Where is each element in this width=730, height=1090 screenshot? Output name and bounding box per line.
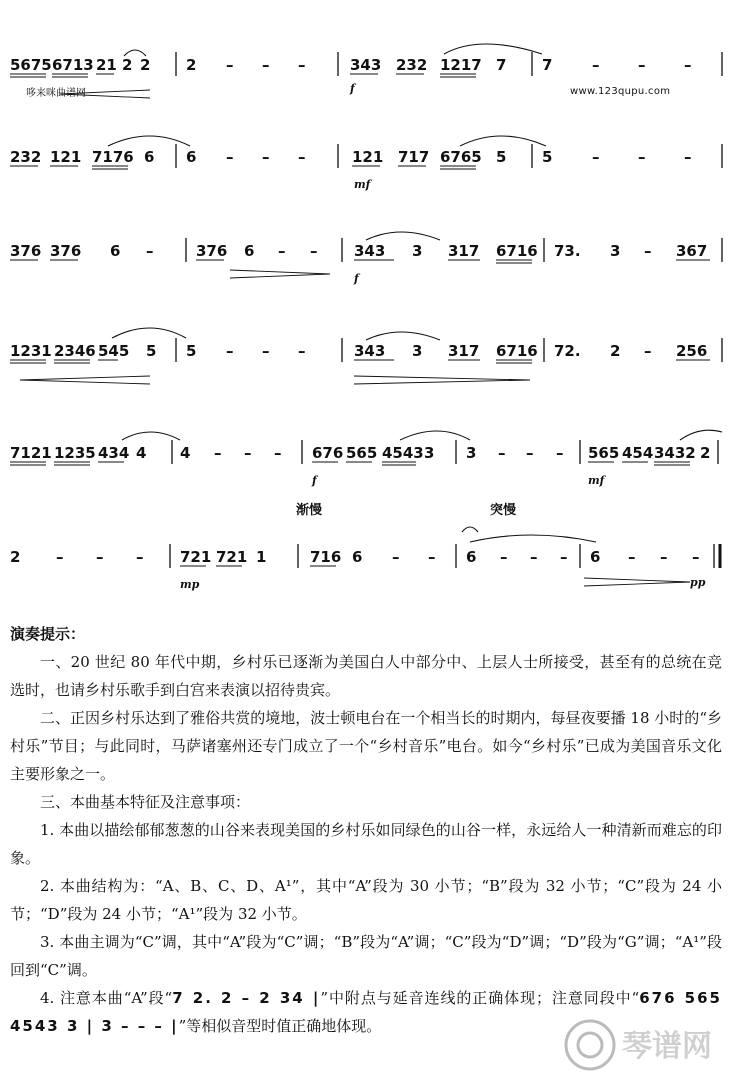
note-group: 545 bbox=[98, 342, 130, 360]
note-group: – bbox=[278, 242, 286, 260]
note-group: – bbox=[500, 548, 508, 566]
note-group: – bbox=[684, 148, 692, 166]
note-group: 6 bbox=[590, 548, 601, 566]
note-group: 6 bbox=[110, 242, 121, 260]
score-row-5 bbox=[10, 430, 722, 487]
notes-paragraph: 二、正因乡村乐达到了雅俗共赏的境地，波士顿电台在一个相当长的时期内，每昼夜要播 18 小时的“乡村乐”节目；与此同时，马萨诸塞州还专门成立了一个“乡村音乐”电台。如今“乡村乐”已成为美国音乐文化主要形象之一。 bbox=[10, 709, 722, 783]
note-group: 376 bbox=[10, 242, 42, 260]
note-group: 2 bbox=[140, 56, 151, 74]
note-group: – bbox=[274, 444, 282, 462]
note-group: 343 bbox=[354, 342, 386, 360]
dynamic-mark: f bbox=[354, 272, 359, 285]
note-group: – bbox=[428, 548, 436, 566]
note-group: – bbox=[560, 548, 568, 566]
note-group: – bbox=[692, 548, 700, 566]
note-group: – bbox=[214, 444, 222, 462]
note-group: – bbox=[526, 444, 534, 462]
score-row-4 bbox=[10, 328, 722, 384]
note-group: – bbox=[628, 548, 636, 566]
note-group: 2 bbox=[10, 548, 21, 566]
score-row-6 bbox=[10, 502, 720, 591]
notes-paragraph: 三、本曲基本特征及注意事项： bbox=[40, 793, 251, 811]
note-group: – bbox=[660, 548, 668, 566]
tempo-mark: 渐慢 bbox=[296, 503, 323, 518]
note-group: 3 bbox=[412, 342, 423, 360]
note-group: 2 bbox=[122, 56, 133, 74]
note-group: – bbox=[244, 444, 252, 462]
note-group: 232 bbox=[10, 148, 42, 166]
note-group: 256 bbox=[676, 342, 708, 360]
note-group: 565 bbox=[346, 444, 378, 462]
note-group: 6765 bbox=[440, 148, 482, 166]
note-group: 121 bbox=[352, 148, 384, 166]
notes-heading: 演奏提示： bbox=[10, 625, 86, 643]
note-group: 376 bbox=[50, 242, 82, 260]
note-group: – bbox=[638, 56, 646, 74]
inline-notation: 676 565 4543 3 | 3 – – – | bbox=[10, 989, 722, 1035]
dynamic-mark: mf bbox=[588, 474, 605, 487]
note-group: 376 bbox=[196, 242, 228, 260]
note-group: 5 bbox=[542, 148, 553, 166]
note-group: 2 bbox=[700, 444, 711, 462]
note-group: 6 bbox=[244, 242, 255, 260]
note-group: – bbox=[262, 342, 270, 360]
note-group: – bbox=[226, 56, 234, 74]
score-row-3 bbox=[10, 232, 722, 285]
note-group: – bbox=[392, 548, 400, 566]
notes-text: 4. 注意本曲“A”段“ bbox=[40, 989, 173, 1007]
note-group: – bbox=[298, 148, 306, 166]
note-group: 7 bbox=[496, 56, 507, 74]
note-group: 6 bbox=[466, 548, 477, 566]
inline-notation: 7 2. 2 – 2 34 | bbox=[172, 989, 321, 1007]
note-group: – bbox=[298, 56, 306, 74]
note-group: 72. bbox=[554, 342, 581, 360]
note-group: 6716 bbox=[496, 342, 538, 360]
note-group: 6 bbox=[144, 148, 155, 166]
dynamic-mark: pp bbox=[690, 576, 706, 589]
note-group: 317 bbox=[448, 242, 480, 260]
note-group: 1235 bbox=[54, 444, 96, 462]
note-group: 7121 bbox=[10, 444, 52, 462]
note-group: 434 bbox=[98, 444, 130, 462]
note-group: – bbox=[226, 148, 234, 166]
score-row-2 bbox=[10, 136, 722, 191]
note-group: 6716 bbox=[496, 242, 538, 260]
notes-paragraph: 3. 本曲主调为“C”调，其中“A”段为“C”调；“B”段为“A”调；“C”段为“D”调；“D”段为“G”调；“A¹”段回到“C”调。 bbox=[10, 933, 722, 979]
note-group: – bbox=[96, 548, 104, 566]
notes-text: ”等相似音型时值正确地体现。 bbox=[178, 1017, 382, 1035]
notes-text: ”中附点与延音连线的正确体现；注意同段中“ bbox=[320, 989, 640, 1007]
note-group: 2 bbox=[610, 342, 621, 360]
note-group: 343 bbox=[350, 56, 382, 74]
note-group: 121 bbox=[50, 148, 82, 166]
note-group: – bbox=[644, 342, 652, 360]
note-group: 5 bbox=[496, 148, 507, 166]
note-group: 4 bbox=[136, 444, 147, 462]
logo-text: 琴谱网 bbox=[622, 1029, 712, 1064]
note-group: 7176 bbox=[92, 148, 134, 166]
notes-paragraph: 一、20 世纪 80 年代中期，乡村乐已逐渐为美国白人中部分中、上层人士所接受，甚至有的总统在竞选时，也请乡村乐歌手到白宫来表演以招待贵宾。 bbox=[10, 653, 722, 699]
note-group: 7 bbox=[542, 56, 553, 74]
note-group: – bbox=[638, 148, 646, 166]
note-group: 3 bbox=[610, 242, 621, 260]
site-logo bbox=[560, 1010, 720, 1080]
note-group: 2 bbox=[186, 56, 197, 74]
note-group: 73. bbox=[554, 242, 581, 260]
note-group: – bbox=[298, 342, 306, 360]
note-group: 5675 bbox=[10, 56, 52, 74]
watermark-url: www.123qupu.com bbox=[570, 86, 671, 97]
note-group: 721 bbox=[216, 548, 248, 566]
note-group: 3 bbox=[424, 444, 435, 462]
note-group: 716 bbox=[310, 548, 342, 566]
note-group: – bbox=[226, 342, 234, 360]
tempo-mark: 突慢 bbox=[490, 503, 517, 518]
note-group: 6713 bbox=[52, 56, 94, 74]
note-group: – bbox=[136, 548, 144, 566]
note-group: 4 bbox=[180, 444, 191, 462]
note-group: 454 bbox=[622, 444, 654, 462]
note-group: 232 bbox=[396, 56, 428, 74]
note-group: – bbox=[146, 242, 154, 260]
note-group: – bbox=[262, 148, 270, 166]
watermark-text: 哆来咪曲谱网 bbox=[26, 88, 86, 99]
note-group: 3432 bbox=[654, 444, 696, 462]
note-group: 721 bbox=[180, 548, 212, 566]
note-group: 6 bbox=[186, 148, 197, 166]
note-group: – bbox=[644, 242, 652, 260]
note-group: – bbox=[556, 444, 564, 462]
notes-paragraph: 2. 本曲结构为：“A、B、C、D、A¹”，其中“A”段为 30 小节；“B”段为 32 小节；“C”段为 24 小节；“D”段为 24 小节；“A¹”段为 32 小节。 bbox=[10, 877, 722, 923]
note-group: 5 bbox=[146, 342, 157, 360]
note-group: 3 bbox=[466, 444, 477, 462]
note-group: 3 bbox=[412, 242, 423, 260]
note-group: 717 bbox=[398, 148, 430, 166]
note-group: 21 bbox=[96, 56, 117, 74]
note-group: 367 bbox=[676, 242, 708, 260]
note-group: 1231 bbox=[10, 342, 52, 360]
note-group: – bbox=[592, 148, 600, 166]
note-group: – bbox=[56, 548, 64, 566]
note-group: 1217 bbox=[440, 56, 482, 74]
note-group: 676 bbox=[312, 444, 344, 462]
performance-notes bbox=[10, 620, 722, 1040]
note-group: 4543 bbox=[382, 444, 424, 462]
note-group: – bbox=[262, 56, 270, 74]
dynamic-mark: f bbox=[312, 474, 317, 487]
dynamic-mark: f bbox=[350, 82, 355, 95]
note-group: 343 bbox=[354, 242, 386, 260]
note-group: – bbox=[530, 548, 538, 566]
note-group: 5 bbox=[186, 342, 197, 360]
note-group: – bbox=[498, 444, 506, 462]
note-group: – bbox=[310, 242, 318, 260]
note-group: 2346 bbox=[54, 342, 96, 360]
notes-paragraph: 1. 本曲以描绘郁郁葱葱的山谷来表现美国的乡村乐如同绿色的山谷一样，永远给人一种清新而难忘的印象。 bbox=[10, 821, 722, 867]
note-group: 565 bbox=[588, 444, 620, 462]
note-group: 6 bbox=[352, 548, 363, 566]
note-group: – bbox=[592, 56, 600, 74]
note-group: – bbox=[684, 56, 692, 74]
dynamic-mark: mf bbox=[354, 178, 371, 191]
dynamic-mark: mp bbox=[180, 578, 200, 591]
note-group: 317 bbox=[448, 342, 480, 360]
logo-icon bbox=[560, 1010, 720, 1080]
note-group: 1 bbox=[256, 548, 267, 566]
